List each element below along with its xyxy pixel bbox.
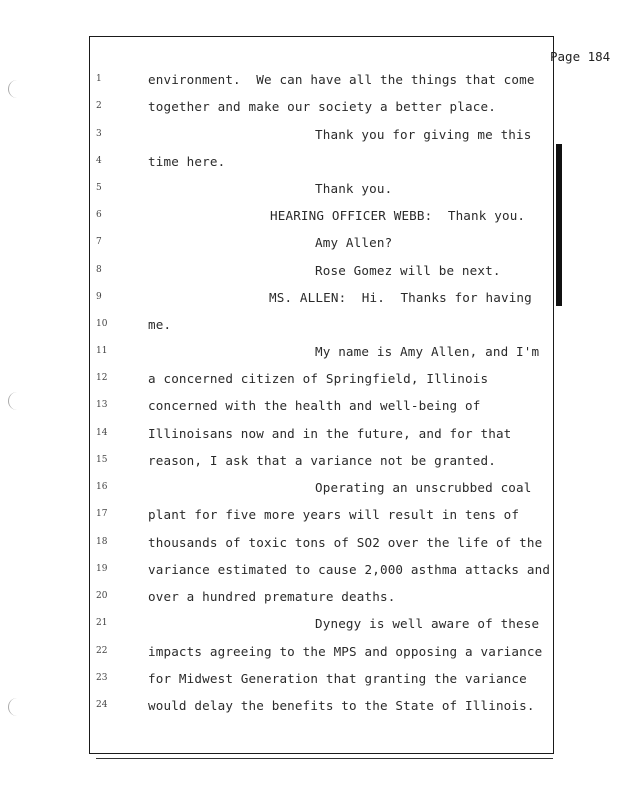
line-text: My name is Amy Allen, and I'm: [315, 344, 540, 359]
transcript-line: [0, 453, 618, 471]
transcript-line: [0, 181, 618, 199]
transcript-line: [0, 562, 618, 580]
line-text: Thank you for giving me this: [315, 127, 532, 142]
line-text: Rose Gomez will be next.: [315, 263, 501, 278]
page-number: Page 184: [550, 49, 611, 64]
transcript-line: [0, 235, 618, 253]
transcript-line: [0, 507, 618, 525]
transcript-line: [0, 371, 618, 389]
line-number: 2: [96, 101, 102, 111]
line-number: 3: [96, 129, 102, 139]
line-number: 20: [96, 591, 108, 601]
line-text: reason, I ask that a variance not be granted.: [148, 453, 496, 468]
line-text: time here.: [148, 154, 226, 169]
line-text: plant for five more years will result in tens of: [148, 507, 520, 522]
line-text: environment. We can have all the things that come: [148, 72, 535, 87]
line-text: together and make our society a better place.: [148, 99, 496, 114]
line-number: 8: [96, 265, 102, 275]
line-text: for Midwest Generation that granting the variance: [148, 671, 527, 686]
line-number: 7: [96, 237, 102, 247]
line-number: 14: [96, 428, 108, 438]
transcript-line: [0, 317, 618, 335]
line-text: concerned with the health and well-being of: [148, 398, 481, 413]
transcript-line: [0, 290, 618, 308]
line-text: would delay the benefits to the State of Illinois.: [148, 698, 535, 713]
line-text: variance estimated to cause 2,000 asthma attacks and: [148, 562, 551, 577]
transcript-line: [0, 616, 618, 634]
line-number: 21: [96, 618, 108, 628]
line-number: 15: [96, 455, 108, 465]
transcript-line: [0, 72, 618, 90]
transcript-line: [0, 208, 618, 226]
line-text: impacts agreeing to the MPS and opposing a variance: [148, 644, 543, 659]
line-number: 6: [96, 210, 102, 220]
line-text: over a hundred premature deaths.: [148, 589, 396, 604]
line-number: 19: [96, 564, 108, 574]
line-text: a concerned citizen of Springfield, Illinois: [148, 371, 489, 386]
line-text: Amy Allen?: [315, 235, 393, 250]
line-number: 12: [96, 373, 108, 383]
line-text: Thank you.: [315, 181, 393, 196]
transcript-line: [0, 99, 618, 117]
line-text: thousands of toxic tons of SO2 over the life of the: [148, 535, 543, 550]
transcript-line: [0, 154, 618, 172]
line-text: me.: [148, 317, 172, 332]
line-number: 23: [96, 673, 108, 683]
line-number: 9: [96, 292, 102, 302]
transcript-line: [0, 263, 618, 281]
transcript-line: [0, 480, 618, 498]
line-number: 16: [96, 482, 108, 492]
line-number: 11: [96, 346, 108, 356]
transcript-line: [0, 127, 618, 145]
transcript-line: [0, 535, 618, 553]
transcript-line: [0, 426, 618, 444]
line-number: 22: [96, 646, 108, 656]
transcript-line: [0, 398, 618, 416]
line-number: 17: [96, 509, 108, 519]
line-number: 5: [96, 183, 102, 193]
transcript-line: [0, 644, 618, 662]
line-number: 18: [96, 537, 108, 547]
line-number: 24: [96, 700, 108, 710]
line-text: HEARING OFFICER WEBB: Thank you.: [270, 208, 526, 223]
line-number: 4: [96, 156, 102, 166]
line-text: Operating an unscrubbed coal: [315, 480, 532, 495]
transcript-line: [0, 589, 618, 607]
line-number: 10: [96, 319, 108, 329]
line-text: Illinoisans now and in the future, and for that: [148, 426, 512, 441]
line-number: 1: [96, 74, 102, 84]
transcript-line: [0, 671, 618, 689]
transcript-line: [0, 698, 618, 716]
line-number: 13: [96, 400, 108, 410]
line-text: MS. ALLEN: Hi. Thanks for having: [269, 290, 532, 305]
transcript-line: [0, 344, 618, 362]
line-text: Dynegy is well aware of these: [315, 616, 540, 631]
